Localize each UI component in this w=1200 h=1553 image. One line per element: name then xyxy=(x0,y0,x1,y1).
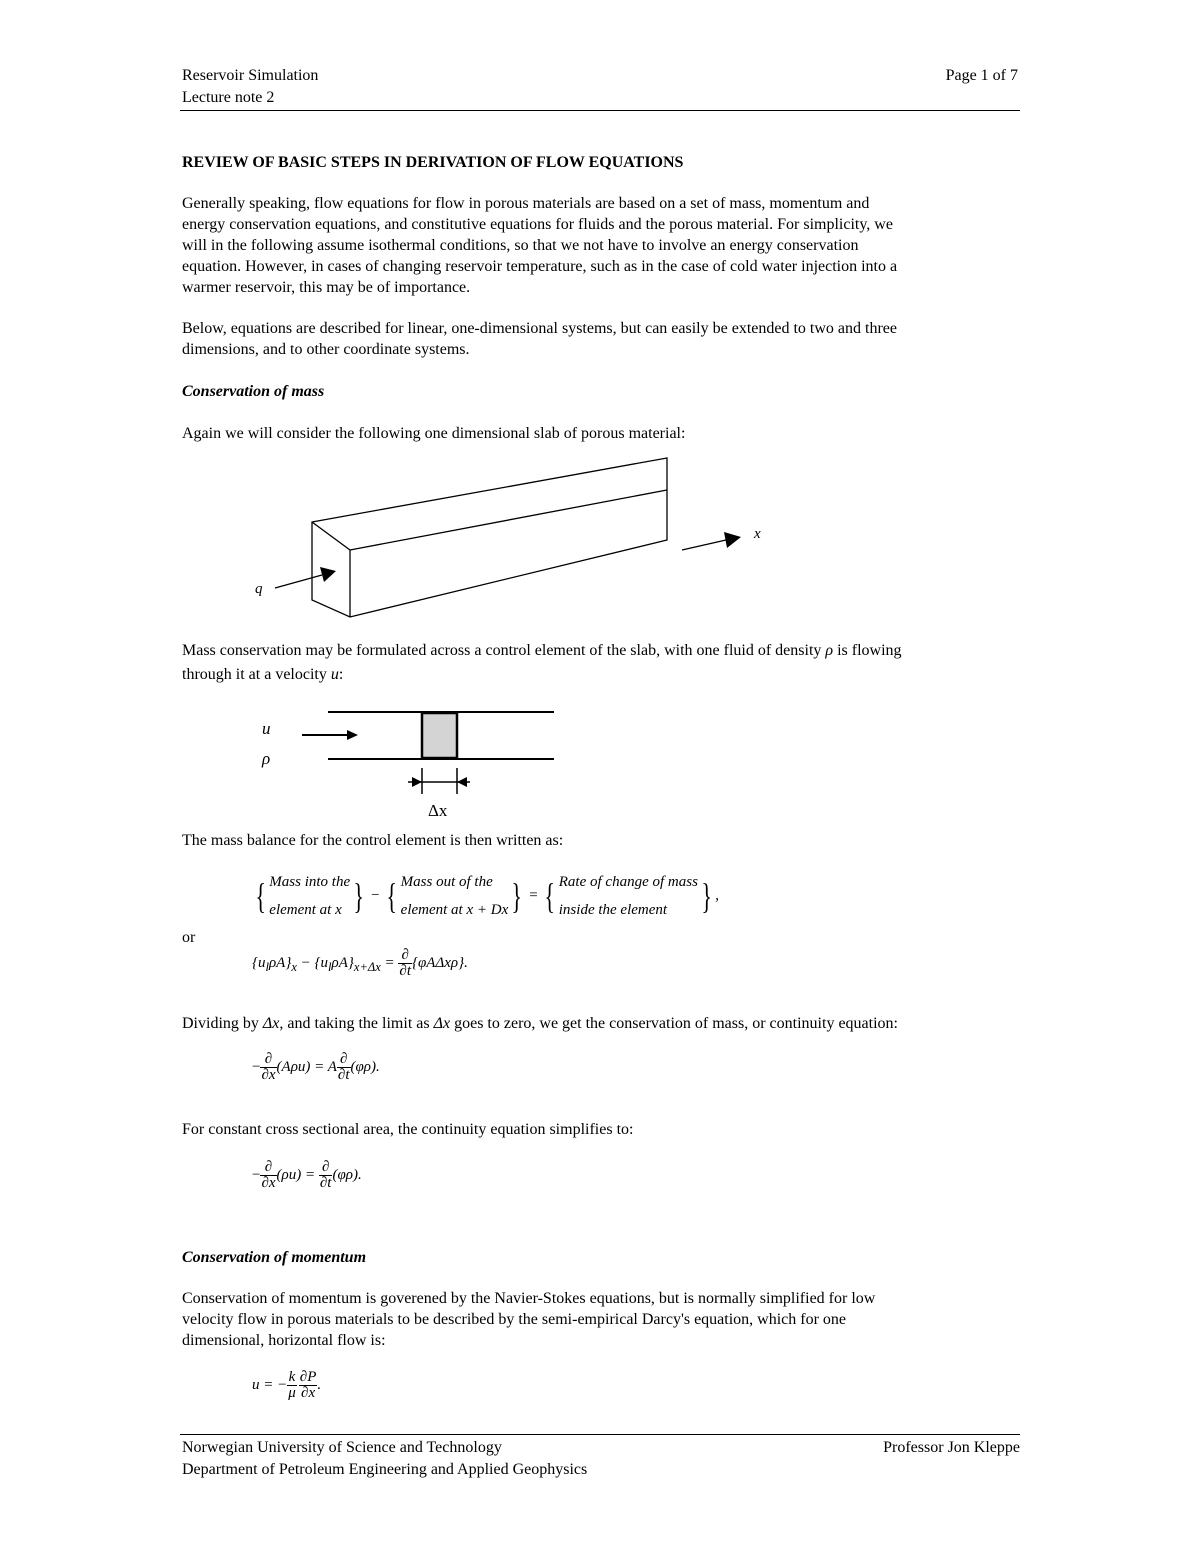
control-element-diagram xyxy=(250,700,570,825)
intro-line: will in the following assume isothermal conditions, so that we not have to involve an energy conservation xyxy=(182,237,859,254)
footer-university: Norwegian University of Science and Technology xyxy=(182,1439,502,1456)
mass-heading: Conservation of mass xyxy=(182,383,325,400)
equals-sign: = xyxy=(529,887,538,904)
u-label: u xyxy=(262,719,271,738)
balance-term-1: Mass into the element at x xyxy=(269,874,351,918)
x-label: x xyxy=(754,526,761,542)
dividing-text: Dividing by Δx, and taking the limit as Δx goes to zero, we get the conservation of mass, or continuity equation: xyxy=(182,1015,898,1032)
constant-area-text: For constant cross sectional area, the continuity equation simplifies to: xyxy=(182,1121,634,1138)
page-title: REVIEW OF BASIC STEPS IN DERIVATION OF FLOW EQUATIONS xyxy=(182,154,684,171)
footer-rule xyxy=(180,1434,1020,1435)
control-text-2a: through it at a velocity xyxy=(182,666,331,683)
minus-sign: − xyxy=(371,887,380,904)
rho-label: ρ xyxy=(262,749,271,768)
page-number: Page 1 of 7 xyxy=(945,67,1018,84)
velocity-arrowhead xyxy=(347,730,358,740)
brace-open: { xyxy=(255,876,266,916)
slab-diagram xyxy=(240,450,780,630)
x-axis-arrowhead xyxy=(724,532,741,548)
below-line: Below, equations are described for linear, one-dimensional systems, but can easily be extended to two and three xyxy=(182,320,897,337)
slab-edge xyxy=(350,490,667,550)
header-rule xyxy=(180,110,1020,111)
control-element xyxy=(422,713,457,758)
intro-line: warmer reservoir, this may be of importance. xyxy=(182,279,471,296)
u-symbol: u xyxy=(330,666,339,683)
or-text: or xyxy=(182,929,196,946)
partial-t-fraction: $\frac{\partial}{\partial t}$ xyxy=(399,947,411,979)
footer-professor: Professor Jon Kleppe xyxy=(883,1439,1020,1456)
balance-equation: { Mass into the element at x } − { Mass out of the element at x + Dx } = { Rate of change of mass inside the element } , xyxy=(252,868,719,924)
header-course: Reservoir Simulation xyxy=(182,67,319,84)
continuity-equation: − $\frac{\partial}{\partial x}$ (Aρu) = A $\frac{\partial}{\partial t}$ (φρ). xyxy=(252,1051,380,1083)
dx-arrowhead-right xyxy=(457,777,467,787)
dx-arrowhead-left xyxy=(412,777,422,787)
footer-department: Department of Petroleum Engineering and Applied Geophysics xyxy=(182,1461,588,1478)
header-note: Lecture note 2 xyxy=(182,89,275,106)
simplified-continuity-equation: − $\frac{\partial}{\partial x}$ (ρu) = $\frac{\partial}{\partial t}$ (φρ). xyxy=(252,1159,362,1191)
x-axis-arrow xyxy=(682,540,726,550)
below-line: dimensions, and to other coordinate systems. xyxy=(182,341,470,358)
momentum-line: velocity flow in porous materials to be described by the semi-empirical Darcy's equation, which for one xyxy=(182,1311,847,1328)
intro-line: Generally speaking, flow equations for flow in porous materials are based on a set of mass, momentum and xyxy=(182,195,870,212)
rho-symbol: ρ xyxy=(825,642,834,659)
discrete-balance-equation: $\{u_l\rho A\}_x - \{u_l\rho A\}_{x+\Delta x}$ = $\frac{\partial}{\partial t}$ {φAΔxρ}. xyxy=(252,947,468,979)
control-text-2b: : xyxy=(338,666,344,683)
inflow-arrow xyxy=(275,575,322,588)
control-text-b: is flowing xyxy=(833,642,902,659)
control-text-a: Mass conservation may be formulated across a control element of the slab, with one fluid of density xyxy=(182,642,826,659)
q-label: q xyxy=(255,581,263,597)
dx-label: Δx xyxy=(428,801,448,820)
balance-term-3: Rate of change of mass inside the element xyxy=(558,874,698,918)
control-text xyxy=(182,642,902,660)
control-text-2 xyxy=(182,666,343,684)
inflow-arrowhead xyxy=(320,567,336,582)
slab-outline xyxy=(312,458,667,617)
balance-term-2: Mass out of the element at x + Dx xyxy=(400,874,509,918)
slab-text: Again we will consider the following one dimensional slab of porous material: xyxy=(182,425,686,442)
momentum-line: dimensional, horizontal flow is: xyxy=(182,1332,386,1349)
slab-edge xyxy=(312,522,350,550)
balance-text: The mass balance for the control element is then written as: xyxy=(182,832,564,849)
darcy-equation: u = − $\frac{k}{\mu}$ $\frac{\partial P}{\partial x}$ . xyxy=(252,1369,322,1401)
momentum-heading: Conservation of momentum xyxy=(182,1249,367,1266)
momentum-line: Conservation of momentum is goverened by the Navier-Stokes equations, but is normally simplified for low xyxy=(182,1290,876,1307)
intro-line: equation. However, in cases of changing reservoir temperature, such as in the case of cold water injection into a xyxy=(182,258,898,275)
intro-line: energy conservation equations, and constitutive equations for fluids and the porous material. For simplicity, we xyxy=(182,216,893,233)
